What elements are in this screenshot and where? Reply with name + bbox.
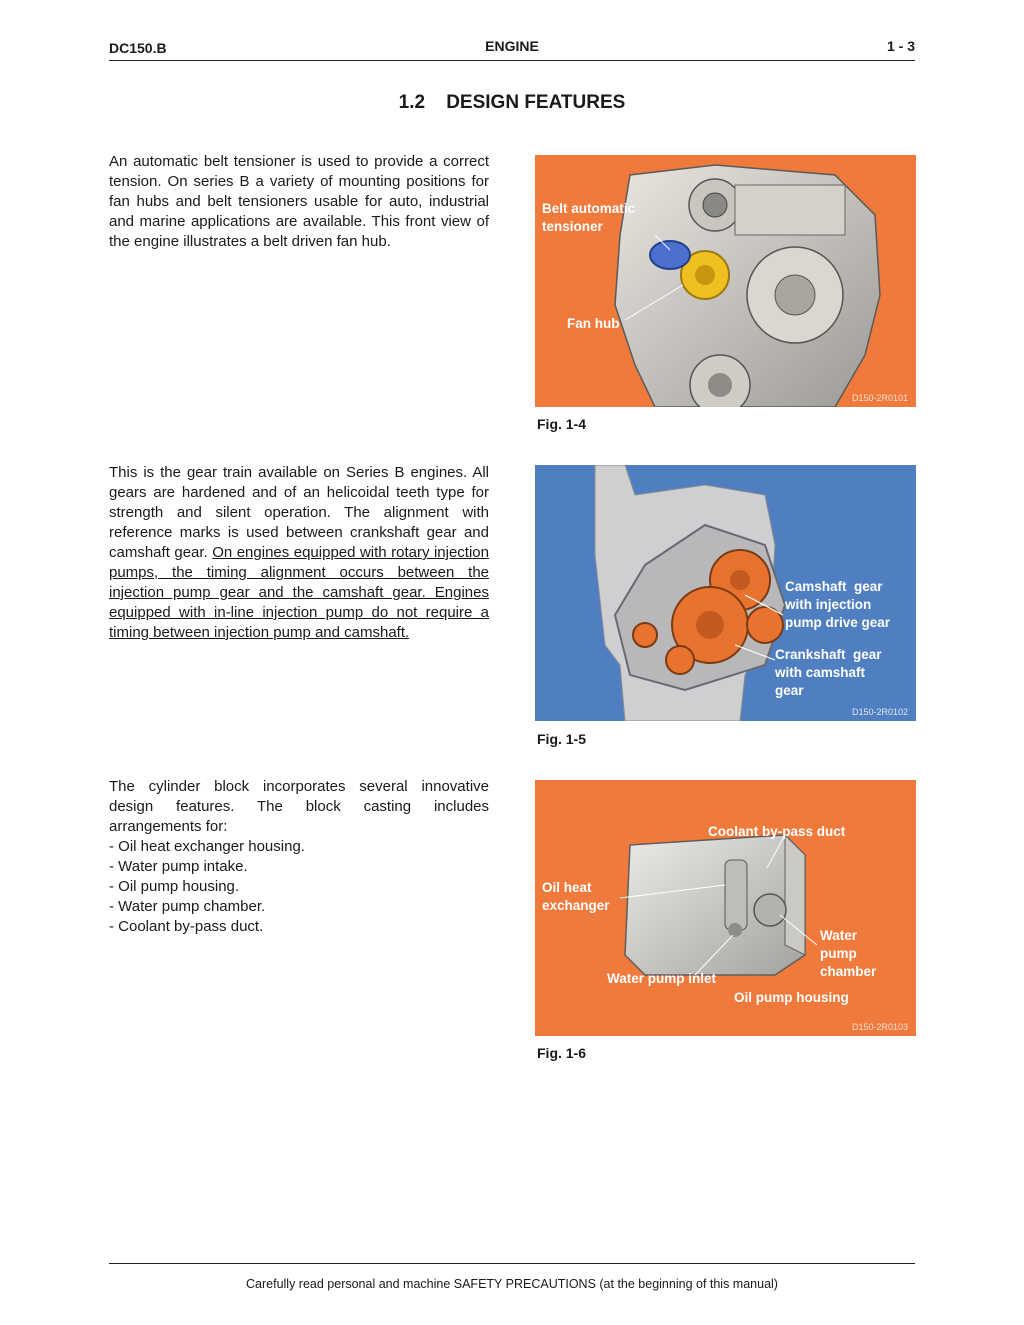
gear-train-underlined-text: On engines equipped with rotary injection pumps, the timing alignment occurs between the injection pump gear and the camshaft gear. Engines equipped with in-line injection pump do not require a timing between injection pump and camshaft. xyxy=(109,544,489,641)
safety-footer: Carefully read personal and machine SAFETY PRECAUTIONS (at the beginning of this manual) xyxy=(246,1277,778,1291)
footer-divider xyxy=(109,1263,915,1264)
gear-train-paragraph xyxy=(109,463,489,643)
page-number: 1 - 3 xyxy=(886,38,915,54)
figure-code: D150-2R0101 xyxy=(851,393,908,403)
page-header xyxy=(109,38,915,62)
feature-list xyxy=(109,837,489,937)
section-name: ENGINE xyxy=(485,38,539,54)
engine-front-illustration xyxy=(535,155,916,407)
label-water-pump-chamber: Water pump chamber xyxy=(820,928,877,979)
figure-1-6 xyxy=(535,780,916,1036)
list-item: - Coolant by-pass duct. xyxy=(109,918,264,935)
belt-tensioner-paragraph: An automatic belt tensioner is used to provide a correct tension. On series B a variety of mounting positions for fan hubs and belt tensioners usable for auto, industrial and marine applications are available. This front view of the engine illustrates a belt driven fan hub. xyxy=(109,153,489,250)
label-belt-tensioner: Belt automatic tensioner xyxy=(542,201,636,234)
label-oil-heat-exchanger: Oil heat exchanger xyxy=(542,880,610,913)
cylinder-block-paragraph xyxy=(109,777,489,937)
label-coolant-bypass: Coolant by-pass duct xyxy=(708,824,846,839)
label-fan-hub: Fan hub xyxy=(567,316,620,331)
list-item: - Water pump intake. xyxy=(109,858,248,875)
label-crankshaft-gear: Crankshaft gear with camshaft gear xyxy=(775,647,882,698)
figure-caption: Fig. 1-6 xyxy=(537,1045,587,1061)
label-camshaft-gear: Camshaft gear with injection pump drive gear xyxy=(785,579,891,630)
gear-train-text: This is the gear train available on Series B engines. All gears are hardened and of an helicoidal teeth type for strength and silent operation. The alignment with reference marks is used between crankshaft gear and camshaft gear. xyxy=(109,464,489,561)
list-item: - Oil heat exchanger housing. xyxy=(109,838,305,855)
figure-1-4 xyxy=(535,155,916,407)
figure-caption: Fig. 1-4 xyxy=(537,416,587,432)
cylinder-block-intro: The cylinder block incorporates several innovative design features. The block casting includes arrangements for: xyxy=(109,778,489,835)
list-item: - Water pump chamber. xyxy=(109,898,266,915)
figure-code: D150-2R0103 xyxy=(851,1022,908,1032)
document-code: DC150.B xyxy=(109,40,167,56)
figure-code: D150-2R0102 xyxy=(851,707,908,717)
label-oil-pump-housing: Oil pump housing xyxy=(734,990,849,1005)
figure-caption: Fig. 1-5 xyxy=(537,731,587,747)
header-divider xyxy=(109,60,915,61)
page-title: 1.2 DESIGN FEATURES xyxy=(398,92,626,113)
figure-1-5 xyxy=(535,465,916,721)
label-water-pump-inlet: Water pump inlet xyxy=(607,971,717,986)
list-item: - Oil pump housing. xyxy=(109,878,240,895)
